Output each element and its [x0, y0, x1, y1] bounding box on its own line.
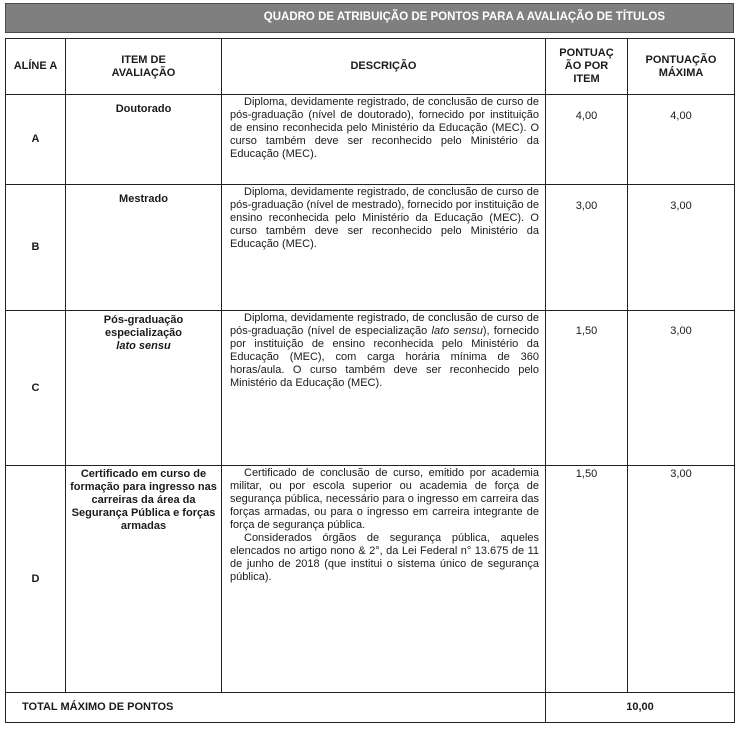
description-text	[230, 312, 539, 390]
alinea-cell: D	[6, 466, 66, 693]
max-points-cell: 3,00	[628, 466, 735, 693]
points-per-item-cell: 1,50	[546, 311, 628, 466]
description-italic: lato sensu	[431, 325, 483, 337]
item-cell	[66, 311, 222, 466]
alinea-cell: C	[6, 311, 66, 466]
total-label: TOTAL MÁXIMO DE PONTOS	[6, 693, 546, 723]
table-row	[6, 466, 735, 693]
description-text: Diploma, devidamente registrado, de conclusão de curso de pós-graduação (nível de doutorado), fornecido por instituição de ensino reconhecida pelo Ministério da Educação (MEC). O curso também deve ser reconhecido pelo Ministério da Educação (MEC).	[230, 96, 539, 160]
total-row	[6, 693, 735, 723]
total-value: 10,00	[546, 693, 735, 723]
description-cell	[222, 311, 546, 466]
table-title-bar	[5, 3, 734, 33]
item-line: Pós-graduação	[103, 314, 184, 326]
header-item: ITEM DE AVALIAÇÃO	[66, 39, 222, 95]
points-table	[5, 38, 735, 723]
description-text: Diploma, devidamente registrado, de conclusão de curso de pós-graduação (nível de mestrado), fornecido por instituição de ensino reconhecida pelo Ministério da Educação (MEC). O curso também deve ser reconhecido pelo Ministério da Educação (MEC).	[230, 186, 539, 250]
max-points-cell: 3,00	[628, 185, 735, 311]
description-paragraph: Considerados órgãos de segurança pública, aqueles elencados no artigo nono & 2°, da Lei Federal n° 13.675 de 11 de junho de 2018 (que institui o sistema único de segurança pública).	[230, 532, 539, 583]
item-cell: Mestrado	[66, 185, 222, 311]
table-title: QUADRO DE ATRIBUIÇÃO DE PONTOS PARA A AVALIAÇÃO DE TÍTULOS	[263, 11, 665, 23]
item-cell: Certificado em curso de formação para ingresso nas carreiras da área da Segurança Pública e forças armadas	[66, 466, 222, 693]
header-pontuacao-maxima: PONTUAÇÃO MÁXIMA	[628, 39, 735, 95]
description-paragraph: Certificado de conclusão de curso, emitido por academia militar, ou por escola superior ou academia de força de segurança pública, necessário para o ingresso em carreira das forças armadas, ou para o ingresso em carreira integrante de força de segurança pública.	[230, 467, 539, 531]
header-alinea: ALÍNE A	[6, 39, 66, 95]
points-per-item-cell: 3,00	[546, 185, 628, 311]
points-per-item-cell: 1,50	[546, 466, 628, 693]
description-part: ), fornecido por instituição de ensino reconhecida pelo Ministério da Educação (MEC), com carga horária mínima de 360 horas/aula. O curso também deve ser reconhecido pelo Ministério da Educação (MEC).	[230, 325, 539, 389]
max-points-cell: 3,00	[628, 311, 735, 466]
points-per-item-cell: 4,00	[546, 95, 628, 185]
table-row	[6, 95, 735, 185]
table-row	[6, 185, 735, 311]
header-pontuacao-item: PONTUAÇ ÃO POR ITEM	[546, 39, 628, 95]
description-part: Diploma, devidamente registrado, de conclusão de curso de pós-graduação (nível de especialização	[230, 312, 539, 337]
item-cell: Doutorado	[66, 95, 222, 185]
table-row	[6, 311, 735, 466]
header-row	[6, 39, 735, 95]
description-cell	[222, 95, 546, 185]
alinea-cell: A	[6, 95, 66, 185]
max-points-cell: 4,00	[628, 95, 735, 185]
item-line-italic: lato sensu	[116, 340, 171, 352]
item-line: especialização	[104, 327, 183, 339]
description-cell	[222, 466, 546, 693]
description-cell	[222, 185, 546, 311]
header-descricao: DESCRIÇÃO	[222, 39, 546, 95]
alinea-cell: B	[6, 185, 66, 311]
